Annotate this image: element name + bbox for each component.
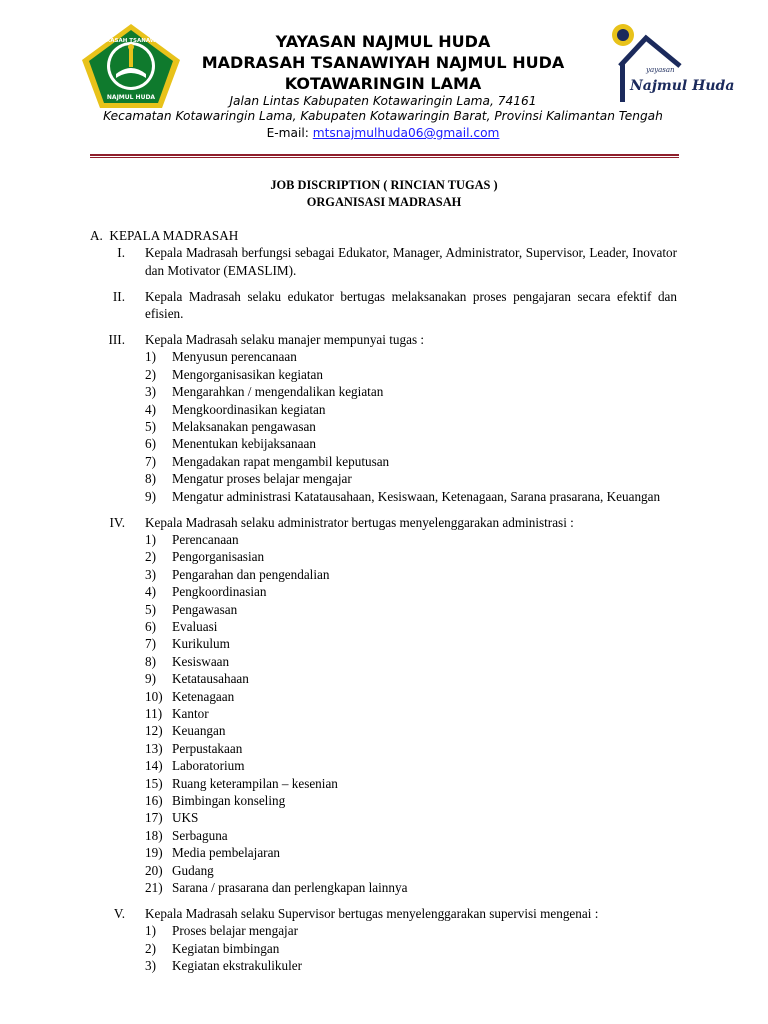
point-number: II. [112, 288, 125, 304]
email-row [100, 125, 666, 141]
list-item: 4) Pengkoordinasian [145, 584, 267, 600]
point-text: Kepala Madrasah selaku manajer mempunyai tugas : [145, 332, 425, 348]
letterhead-divider-thin [90, 157, 679, 158]
logo-right-caption-small: yayasan [646, 66, 675, 74]
point-number: V. [113, 906, 125, 922]
list-item: 6) Menentukan kebijaksanaan [145, 436, 316, 452]
list-item: 2) Pengorganisasian [145, 549, 265, 565]
email-link[interactable]: mtsnajmulhuda06@gmail.com [312, 126, 500, 140]
list-item: 11) Kantor [145, 706, 209, 722]
school-name: MADRASAH TSANAWIYAH NAJMUL HUDA [201, 53, 565, 72]
point-content [145, 331, 677, 505]
list-item: 8) Mengatur proses belajar mengajar [145, 471, 352, 487]
list-item: 8) Kesiswaan [145, 653, 230, 669]
list-item: 7) Mengadakan rapat mengambil keputusan [145, 453, 390, 469]
list-item: 1) Proses belajar mengajar [145, 923, 298, 939]
org-name: YAYASAN NAJMUL HUDA [275, 32, 491, 51]
list-item: 6) Evaluasi [145, 619, 218, 635]
list-item: 12) Keuangan [145, 723, 226, 739]
address-line-2: Kecamatan Kotawaringin Lama, Kabupaten Kotawaringin Barat, Provinsi Kalimantan Tengah [103, 109, 663, 123]
point-text: Kepala Madrasah berfungsi sebagai Edukator, Manager, Administrator, Supervisor, Leader, Inovator dan Motivator (EMASLIM). [145, 245, 677, 278]
title-line-2: ORGANISASI MADRASAH [306, 195, 462, 209]
list-item: 5) Melaksanakan pengawasan [145, 419, 316, 435]
point-III [90, 331, 678, 505]
point-I [90, 244, 678, 279]
list-item: 17) UKS [145, 810, 199, 826]
list-item: 4) Mengkoordinasikan kegiatan [145, 401, 326, 417]
point-text: Kepala Madrasah selaku Supervisor bertugas menyelenggarakan supervisi mengenai : [145, 906, 599, 922]
point-number: IV. [109, 514, 125, 530]
point-content [145, 905, 677, 975]
logo-left-caption-bottom: NAJMUL HUDA [106, 94, 156, 101]
point-II [90, 288, 678, 323]
school-location: KOTAWARINGIN LAMA [284, 74, 482, 93]
list-item: 18) Serbaguna [145, 827, 228, 843]
letterhead [100, 31, 666, 141]
section-label: A. [90, 228, 103, 243]
list-item: 3) Pengarahan dan pengendalian [145, 566, 330, 582]
logo-left-caption-top: MADRASAH TSANAWIYAH [91, 38, 171, 44]
list-item: 3) Kegiatan ekstrakulikuler [145, 958, 302, 974]
list-item: 2) Kegiatan bimbingan [145, 940, 280, 956]
point-text: Kepala Madrasah selaku administrator bertugas menyelenggarakan administrasi : [145, 514, 574, 530]
document-title [92, 177, 676, 211]
logo-right-caption: Najmul Huda [630, 78, 735, 94]
point-V [90, 905, 678, 975]
list-item: 21) Sarana / prasarana dan perlengkapan lainnya [145, 880, 408, 896]
list-item: 14) Laboratorium [145, 758, 245, 774]
letterhead-divider-thick [90, 154, 679, 156]
list-item: 3) Mengarahkan / mengendalikan kegiatan [145, 384, 384, 400]
point-number: I. [117, 245, 125, 261]
list-item: 19) Media pembelajaran [145, 845, 281, 861]
section-heading [90, 227, 678, 244]
section-title: KEPALA MADRASAH [109, 228, 239, 243]
list-item: 9) Mengatur administrasi Katatausahaan, Kesiswaan, Ketenagaan, Sarana prasarana, Keuangan [145, 488, 661, 504]
point-text: Kepala Madrasah selaku edukator bertugas melaksanakan proses pengajaran secara efektif dan efisien. [145, 288, 677, 322]
list-item: 1) Menyusun perencanaan [145, 349, 297, 365]
list-item: 5) Pengawasan [145, 601, 238, 617]
list-item: 16) Bimbingan konseling [145, 793, 286, 809]
list-item: 13) Perpustakaan [145, 740, 243, 756]
point-IV [90, 514, 678, 897]
point-number: III. [108, 332, 125, 348]
list-item: 15) Ruang keterampilan – kesenian [145, 775, 338, 791]
list-item: 2) Mengorganisasikan kegiatan [145, 366, 324, 382]
point-content [145, 514, 677, 897]
list-item: 7) Kurikulum [145, 636, 230, 652]
list-item: 10) Ketenagaan [145, 688, 235, 704]
list-item: 9) Ketatausahaan [145, 671, 249, 687]
address-line-1: Jalan Lintas Kabupaten Kotawaringin Lama, 74161 [229, 94, 537, 108]
title-line-1: JOB DISCRIPTION ( RINCIAN TUGAS ) [270, 178, 498, 192]
list-item: 20) Gudang [145, 862, 214, 878]
list-item: 1) Perencanaan [145, 531, 239, 547]
document-body [90, 227, 678, 975]
email-label: E-mail: [266, 126, 309, 140]
